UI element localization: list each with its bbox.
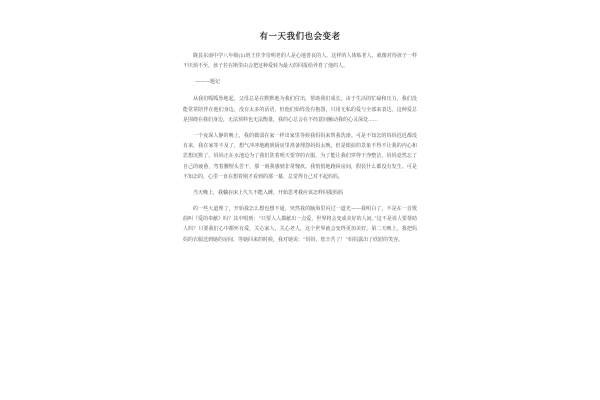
intro-paragraph: 陇县东南中学八年级(1)班王佳李崇明老的人是心地善良的人。这样的人体贴老人，就像对待孩子一样不厌烦不至。孩子若在斯里由会把这种爱转为最大的回报给养育了他的人。 <box>183 53 417 70</box>
epigraph-signature: ———题记 <box>195 79 221 86</box>
document-title: 有一天我们也会变老 <box>259 32 341 42</box>
body-paragraph-2: 一个夜深人静的晚上，我的微弱在家一样出家里等候我妈妈来帮我洗澡。可是不知怎的妈妈迟迟都没有来，我在家等不及了，想气冲冲地跑到厨房里准备埋怨妈妈太晚，但是眼前的景象不得不让我的内心和思想沉默了。妈妈正在水池边为了我们洗着明天要穿的衣服，为了能让我们穿得干净整洁，妈妈竟然忘了自己的疲惫，弯着腰埋头苦干，那一刻我感到非常愧疚。我悄悄地跑回房间，假装什么都没有发生。可是不知怎的，心里一直在想着刚才看到的那一幕，总觉得自己对不起妈妈。 <box>183 133 417 180</box>
section-subheading: 当天晚上，我躺在床上久久不能入睡，开始思考我应该怎样回报妈妈 <box>193 190 344 197</box>
document-body <box>183 30 417 251</box>
body-paragraph-1: 从我们呱呱坠地起，父母总是在默默地为我们付出，帮助我们成长。由于生活的忙碌和压力，我们没能常常陪伴在他们身边，没有太多的话语，但他们始终没有抱怨，只用无私的爱与全部来表达。这种爱总是围绕在我们身边，无法预料也无法衡量，我的心总会在不经意间触动我的心灵深处…… <box>183 96 417 123</box>
closing-paragraph: 的一些大道理了，开始我怎么想也想不通，突然我的脑海里闪过一道光——我明白了，不是在一首歌曲叫《爱的奉献》吗？其中唱到：“只要人人都献出一点爱，世界将会变成美好的人间。”这不是说人要帮助人吗？只要我们心中都怀有爱，关心家人，关心老人，这个世界就会变得更加美好。第二天晚上，我把妈妈的衣服送到她的房间，等她回来的时候，我对她说：“妈妈，您辛苦了！”妈妈露出了欣慰的笑容。 <box>183 206 417 243</box>
